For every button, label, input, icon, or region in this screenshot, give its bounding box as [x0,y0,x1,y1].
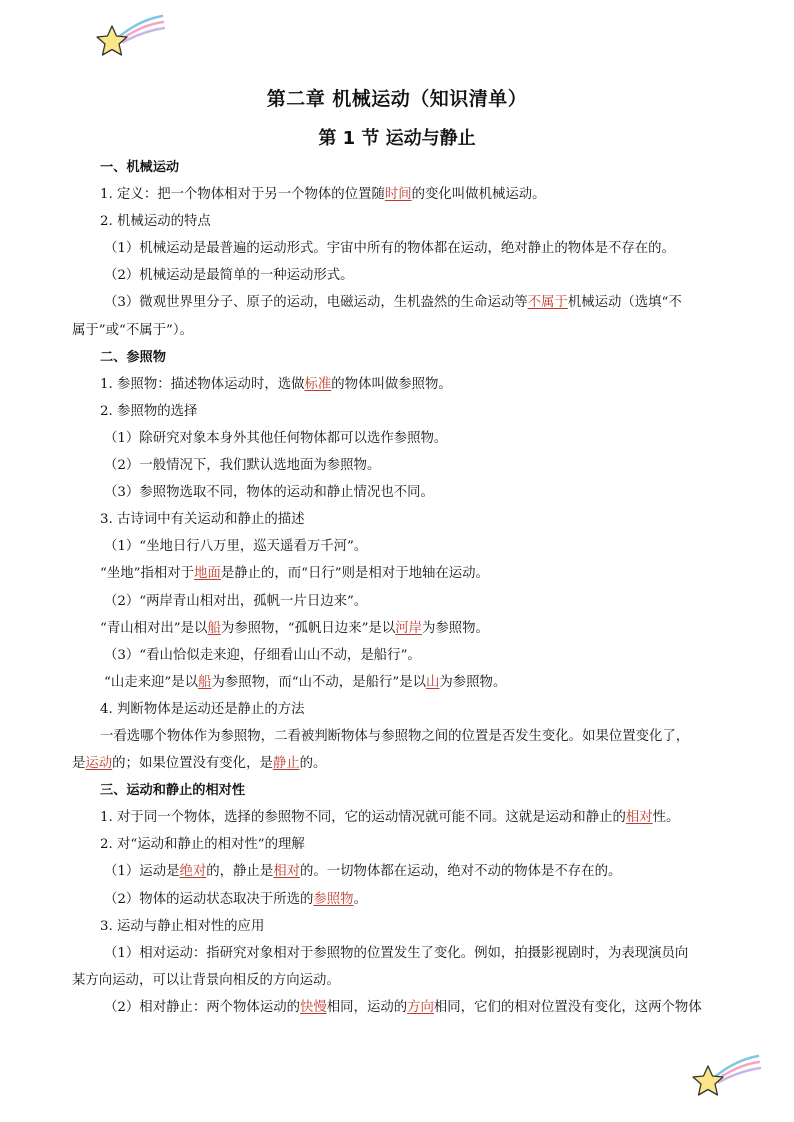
paragraph-item: （2）机械运动是最简单的一种运动形式。 [104,268,354,284]
paragraph-item: （3）微观世界里分子、原子的运动，电磁运动，生机盎然的生命运动等不属于机械运动（选填“不 [104,295,682,311]
paragraph-item: （3）参照物选取不同，物体的运动和静止情况也不同。 [104,485,434,501]
answer-blank: 参照物 [313,891,354,907]
paragraph-item: （1）运动是绝对的，静止是相对的。一切物体都在运动，绝对不动的物体是不存在的。 [104,864,622,880]
answer-blank: 绝对 [179,864,207,880]
heading-mechanical-motion: 一、机械运动 [100,160,180,175]
paragraph-continuation: 属于”或“不属于”）。 [72,322,193,338]
paragraph-item: 3. 运动与静止相对性的应用 [100,918,265,934]
answer-blank: 时间 [384,187,412,203]
shooting-star-icon [92,14,166,60]
section-title: 第 1 节 运动与静止 [318,128,476,149]
answer-blank: 船 [198,674,212,690]
paragraph-continuation: 某方向运动，可以让背景向相反的方向运动。 [72,972,340,988]
paragraph-item: （2）“两岸青山相对出，孤帆一片日边来”。 [104,593,368,609]
paragraph-item: （1）“坐地日行八万里，巡天遥看万千河”。 [104,539,368,555]
paragraph-item: 2. 机械运动的特点 [100,214,211,230]
paragraph-item: 3. 古诗词中有关运动和静止的描述 [100,512,305,528]
answer-blank: 不属于 [527,295,568,311]
paragraph-definition: 1. 定义：把一个物体相对于另一个物体的位置随时间的变化叫做机械运动。 [100,187,546,203]
paragraph-item: “坐地”指相对于地面是静止的，而“日行”则是相对于地轴在运动。 [100,566,489,582]
answer-blank: 标准 [304,376,332,392]
document-title: 第二章 机械运动（知识清单） [266,88,528,110]
answer-blank: 河岸 [395,620,422,636]
heading-relativity: 三、运动和静止的相对性 [100,783,246,799]
paragraph-item: （1）相对运动：指研究对象相对于参照物的位置发生了变化。例如，拍摄影视剧时，为表现演员向 [104,945,689,961]
paragraph-continuation: 是运动的；如果位置没有变化，是静止的。 [72,756,327,772]
paragraph-item: “青山相对出”是以船为参照物，“孤帆日边来”是以河岸为参照物。 [100,620,489,636]
paragraph-item: 1. 对于同一个物体，选择的参照物不同，它的运动情况就可能不同。这就是运动和静止的相对性。 [100,810,680,826]
answer-blank: 方向 [407,999,434,1015]
heading-reference-frame: 二、参照物 [100,349,166,365]
paragraph-item: （1）除研究对象本身外其他任何物体都可以选作参照物。 [104,430,448,446]
paragraph-item: 1. 参照物：描述物体运动时，选做标准的物体叫做参照物。 [100,376,452,392]
answer-blank: 快慢 [300,999,327,1015]
paragraph-item: 2. 对“运动和静止的相对性”的理解 [100,837,305,853]
paragraph-item: 一看选哪个物体作为参照物，二看被判断物体与参照物之间的位置是否发生变化。如果位置变化了， [100,728,690,744]
answer-blank: 相对 [273,864,300,880]
paragraph-item: 4. 判断物体是运动还是静止的方法 [100,701,305,717]
answer-blank: 运动 [85,756,113,772]
answer-blank: 相对 [625,810,653,826]
paragraph-item: （2）一般情况下，我们默认选地面为参照物。 [104,458,381,474]
paragraph-item: （2）物体的运动状态取决于所选的参照物。 [104,891,367,907]
document-body [72,154,724,1021]
answer-blank: 静止 [272,756,300,772]
paragraph-item: （1）机械运动是最普遍的运动形式。宇宙中所有的物体都在运动，绝对静止的物体是不存在的。 [104,241,675,257]
answer-blank: 地面 [194,566,221,582]
answer-blank: 船 [207,620,221,636]
answer-blank: 山 [426,674,440,690]
paragraph-item: 2. 参照物的选择 [100,403,198,419]
paragraph-item: （2）相对静止：两个物体运动的快慢相同，运动的方向相同，它们的相对位置没有变化，这两个物体 [104,999,702,1015]
shooting-star-icon [688,1054,762,1100]
paragraph-item: “山走来迎”是以船为参照物，而“山不动，是船行”是以山为参照物。 [104,674,507,690]
paragraph-item: （3）“看山恰似走来迎，仔细看山山不动，是船行”。 [104,647,421,663]
